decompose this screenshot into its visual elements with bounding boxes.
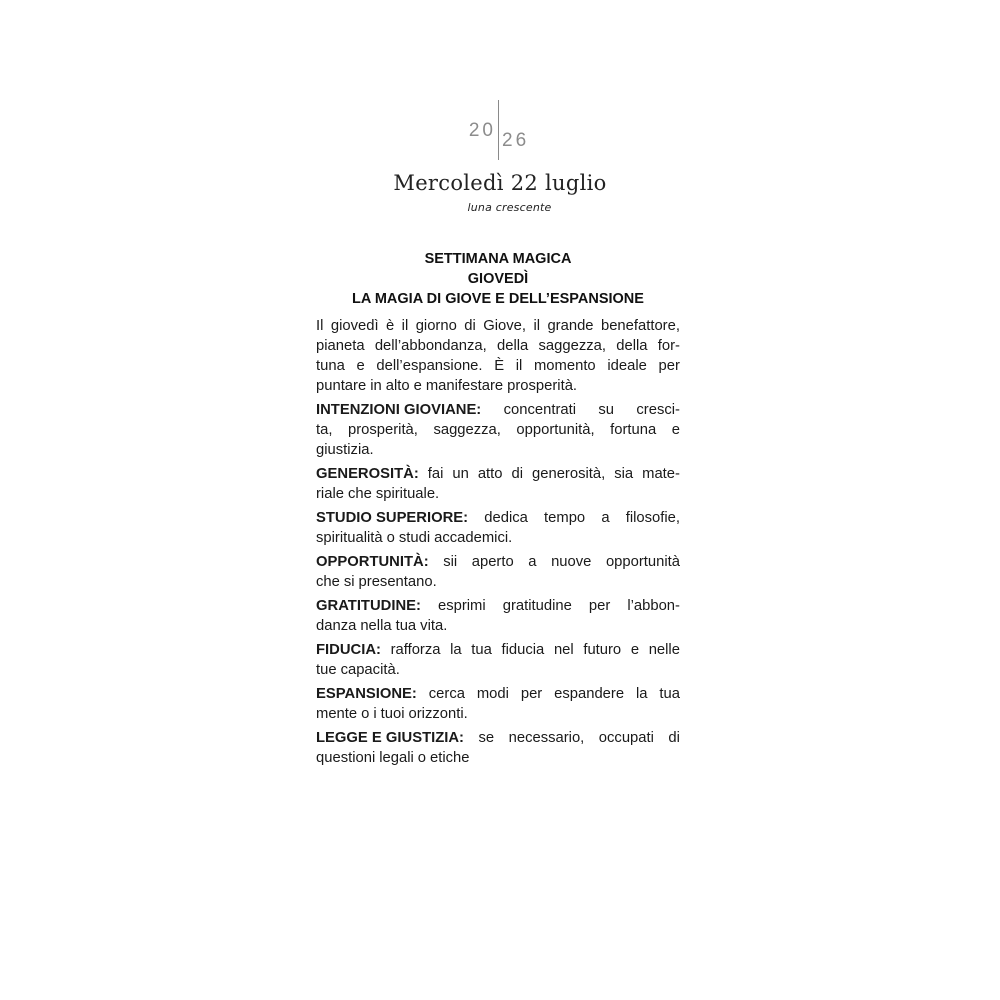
paragraph-last-line [316, 572, 680, 592]
word: necessario, [508, 730, 585, 746]
word: che [316, 574, 340, 590]
word: tua [395, 618, 417, 634]
word: saggezza, [538, 338, 606, 354]
word: tua [659, 686, 680, 702]
paragraph-last-line [316, 704, 680, 724]
list-item [316, 552, 680, 592]
justified-line [316, 464, 680, 484]
word: aperto [471, 554, 514, 570]
word: e [630, 642, 640, 658]
justified-line [316, 400, 680, 420]
item-label: GRATITUDINE: [316, 598, 421, 614]
word: il [533, 318, 541, 334]
word: for- [657, 338, 680, 354]
word: è [386, 318, 395, 334]
crescent-moon-icon [449, 201, 458, 212]
word: che [347, 486, 372, 502]
word: giorno [415, 318, 457, 334]
word: per [588, 598, 611, 614]
word: di [464, 318, 476, 334]
word: o [417, 750, 427, 766]
intro-paragraph [316, 316, 680, 396]
word: opportunità, [516, 422, 595, 438]
word: questioni [316, 750, 376, 766]
word: fiducia [501, 642, 545, 658]
item-label: OPPORTUNITÀ: [316, 554, 429, 570]
word: tua [471, 642, 492, 658]
word: di [511, 466, 524, 482]
section-heading [316, 249, 680, 309]
word: per [658, 358, 680, 374]
word: vita. [420, 618, 448, 634]
paragraph-last-line [316, 376, 680, 396]
word: o [361, 706, 370, 722]
moon-phase-text: luna crescente [467, 201, 552, 214]
word: mate- [642, 466, 680, 482]
word: danza [316, 618, 357, 634]
word: occupati [598, 730, 654, 746]
word: e [356, 358, 365, 374]
word: su [598, 402, 615, 418]
word: benefattore, [600, 318, 680, 334]
word: a [601, 510, 610, 526]
word: dell’espansione. [376, 358, 483, 374]
item-label: STUDIO SUPERIORE: [316, 510, 469, 526]
word: fai [427, 466, 444, 482]
moon-phase [300, 201, 700, 214]
word: È [494, 358, 505, 374]
word: legali [379, 750, 414, 766]
word: la [635, 686, 648, 702]
paragraph-last-line [316, 748, 680, 768]
word: della [496, 338, 529, 354]
article-body [316, 316, 680, 772]
word: nuove [551, 554, 592, 570]
word: mente [316, 706, 358, 722]
item-label: ESPANSIONE: [316, 686, 417, 702]
word: cerca [428, 686, 465, 702]
word: in [370, 378, 382, 394]
justified-line [316, 420, 680, 440]
word: il [401, 318, 409, 334]
word: di [668, 730, 680, 746]
word: il [515, 358, 523, 374]
word: alto [385, 378, 410, 394]
list-item [316, 508, 680, 548]
word: a [528, 554, 537, 570]
word: presentano. [358, 574, 437, 590]
word: tuna [316, 358, 345, 374]
word: dedica [484, 510, 528, 526]
word: la [450, 642, 462, 658]
word: nella [360, 618, 392, 634]
word: gratitudine [502, 598, 572, 614]
word: studi [398, 530, 431, 546]
justified-line [316, 728, 680, 748]
word: atto [477, 466, 503, 482]
word: i [373, 706, 377, 722]
word: giustizia. [316, 442, 374, 458]
list-item [316, 596, 680, 636]
word: futuro [583, 642, 622, 658]
paragraph-last-line [316, 484, 680, 504]
word: della [616, 338, 648, 354]
item-label: LEGGE E GIUSTIZIA: [316, 730, 464, 746]
word: pianeta [316, 338, 365, 354]
heading-line-2: GIOVEDÌ [467, 271, 529, 287]
justified-line [316, 640, 680, 660]
justified-line [316, 684, 680, 704]
word: momento [533, 358, 596, 374]
date-title: Mercoledì 22 luglio [393, 171, 607, 195]
word: giovedì [330, 318, 379, 334]
word: orizzonti. [408, 706, 468, 722]
word: modi [476, 686, 509, 702]
word: riale [316, 486, 344, 502]
paragraph-last-line [316, 660, 680, 680]
word: puntare [316, 378, 367, 394]
word: manifestare [425, 378, 504, 394]
word: tue [316, 662, 337, 678]
word: spiritualità [316, 530, 383, 546]
word: dell’abbondanza, [374, 338, 487, 354]
word: capacità. [340, 662, 400, 678]
word: se [478, 730, 495, 746]
word: opportunità [605, 554, 680, 570]
word: prosperità, [347, 422, 418, 438]
word: un [452, 466, 469, 482]
year-marker [440, 100, 560, 162]
year-divider [498, 100, 499, 160]
word: generosità, [532, 466, 606, 482]
word: esprimi [437, 598, 486, 614]
paragraph-last-line [316, 528, 680, 548]
word: espandere [554, 686, 625, 702]
word: tuoi [380, 706, 405, 722]
justified-line [316, 552, 680, 572]
year-first-half: 20 [468, 120, 496, 141]
word: Il [316, 318, 324, 334]
word: per [520, 686, 543, 702]
justified-line [316, 356, 680, 376]
word: o [386, 530, 395, 546]
word: filosofie, [625, 510, 680, 526]
word: nel [553, 642, 574, 658]
word: prosperità. [507, 378, 578, 394]
justified-line [316, 336, 680, 356]
paragraph-last-line [316, 440, 680, 460]
word: cresci- [636, 402, 680, 418]
word: rafforza [390, 642, 441, 658]
justified-line [316, 316, 680, 336]
list-item [316, 464, 680, 504]
item-label: INTENZIONI GIOVIANE: [316, 402, 482, 418]
item-label: FIDUCIA: [316, 642, 381, 658]
word: etiche [430, 750, 470, 766]
heading-line-1: SETTIMANA MAGICA [424, 251, 572, 267]
paragraph-last-line [316, 616, 680, 636]
word: nelle [648, 642, 680, 658]
word: l’abbon- [627, 598, 680, 614]
list-item [316, 684, 680, 724]
list-item [316, 400, 680, 460]
word: tempo [544, 510, 586, 526]
item-label: GENEROSITÀ: [316, 466, 419, 482]
word: saggezza, [433, 422, 501, 438]
word: spirituale. [375, 486, 440, 502]
word: sii [443, 554, 458, 570]
justified-line [316, 596, 680, 616]
justified-line [316, 508, 680, 528]
year-second-half: 26 [502, 130, 530, 151]
word: Giove, [483, 318, 526, 334]
word: sia [614, 466, 634, 482]
word: accademici. [434, 530, 513, 546]
word: ta, [316, 422, 333, 438]
list-item [316, 728, 680, 768]
word: e [413, 378, 422, 394]
word: si [343, 574, 355, 590]
word: grande [547, 318, 594, 334]
word: ideale [607, 358, 647, 374]
heading-line-3: LA MAGIA DI GIOVE E DELL’ESPANSIONE [352, 291, 644, 307]
word: fortuna [610, 422, 657, 438]
list-item [316, 640, 680, 680]
word: e [671, 422, 680, 438]
word: concentrati [503, 402, 577, 418]
